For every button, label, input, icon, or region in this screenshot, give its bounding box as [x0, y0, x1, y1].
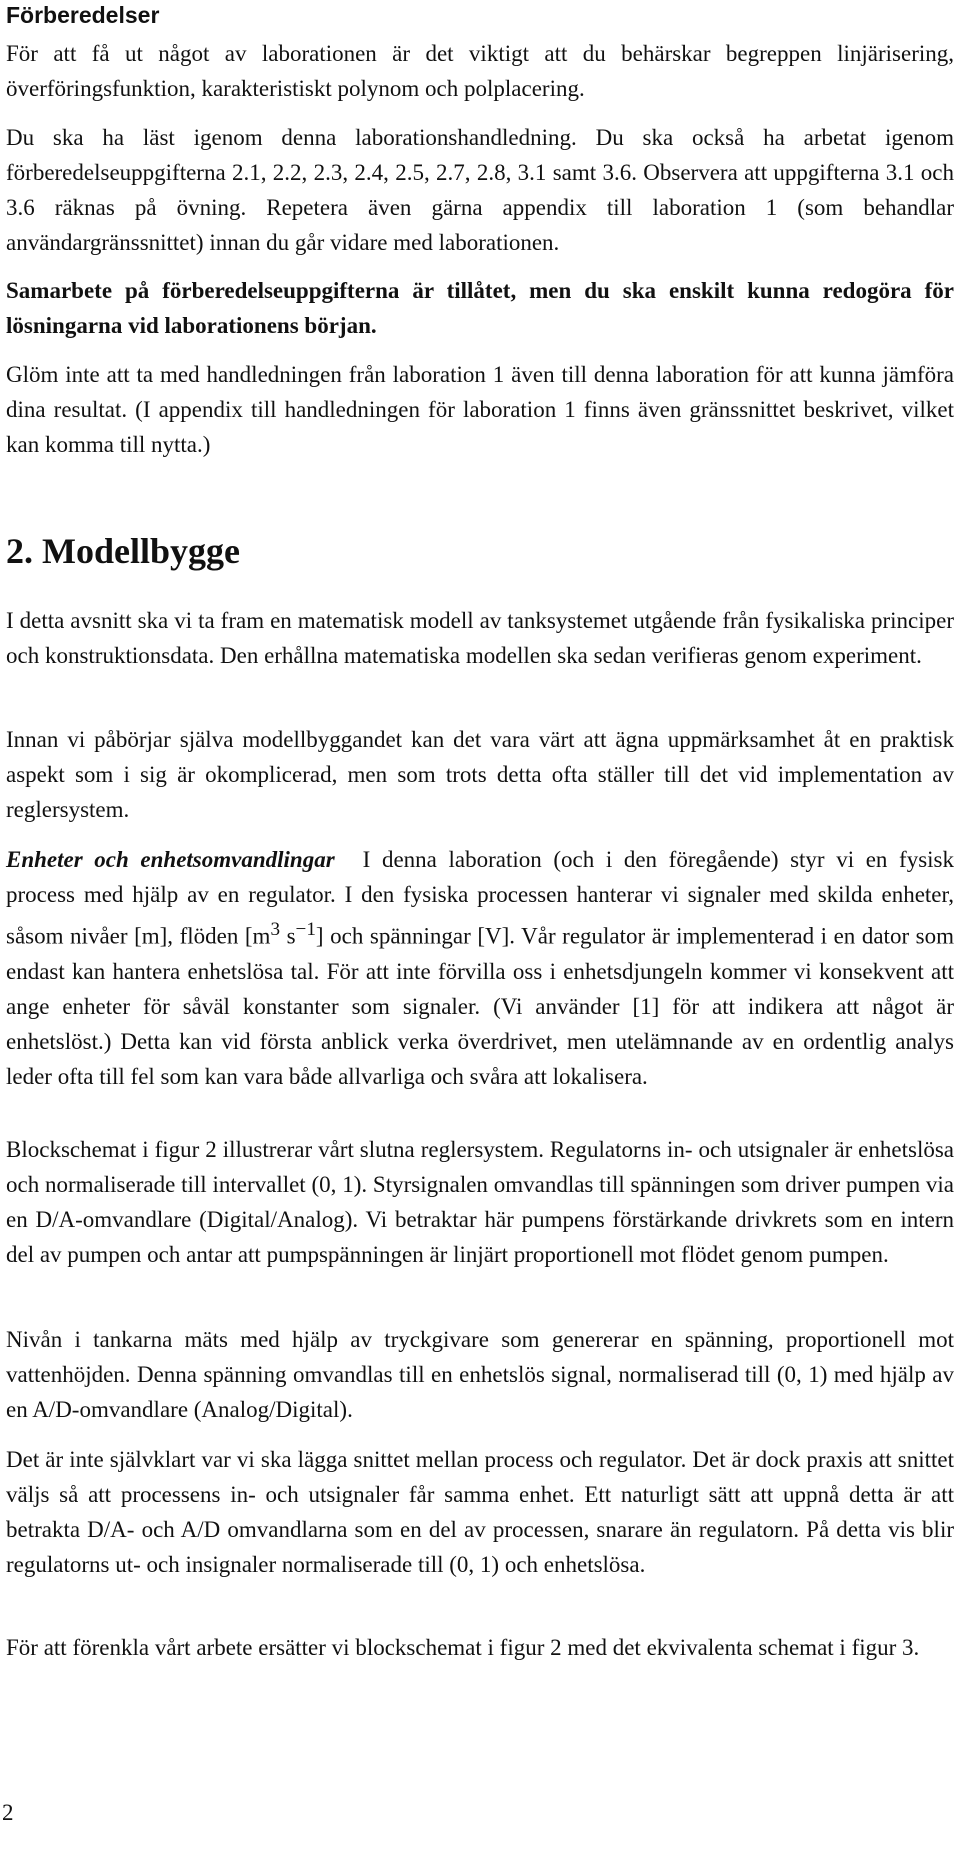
- section-paragraph-levels: Nivån i tankarna mäts med hjälp av tryckgivare som genererar en spänning, proportionell mot vattenhöjden. Denna spänning omvandlas till en enhetslös signal, normaliserad till (0, 1) med hjälp av en A/D-omvandlare (Analog/Digital).: [6, 1327, 954, 1422]
- units-text-c: ] och spänningar [V]. Vår regulator är implementerad i en dator som endast kan hantera enhetslösa tal. För att inte förvilla oss i enhetsdjungeln kommer vi konsekvent att ange enheter för såväl konstanter som signaler. (Vi använder [1] för att indikera att något är enhetslöst.) Detta kan vid första anblick verka överdrivet, men utelämnande av en ordentlig analys leder ofta till fel som kan vara både allvarliga och svåra att lokalisera.: [6, 923, 954, 1089]
- units-run-in-title: Enheter och enhetsomvandlingar: [6, 847, 335, 872]
- prep-paragraph-4: Glöm inte att ta med handledningen från laboration 1 även till denna laboration för att kunna jämföra dina resultat. (I appendix till handledningen för laboration 1 finns även gränssnittet beskrivet, vilket kan komma till nytta.): [6, 362, 954, 457]
- units-superscript-minus-1: −1: [295, 919, 316, 940]
- units-paragraph: [6, 842, 954, 1094]
- prep-paragraph-collaboration: Samarbete på förberedelseuppgifterna är tillåtet, men du ska enskilt kunna redogöra för lösningarna vid laborationens början.: [6, 278, 954, 338]
- prep-paragraph-1: För att få ut något av laborationen är det viktigt att du behärskar begreppen linjärisering, överföringsfunktion, karakteristiskt polynom och polplacering.: [6, 41, 954, 101]
- units-superscript-3: 3: [270, 919, 281, 940]
- section-paragraph-simplify: För att förenkla vårt arbete ersätter vi blockschemat i figur 2 med det ekvivalenta schemat i figur 3.: [6, 1635, 920, 1660]
- section-heading: 2. Modellbygge: [6, 531, 240, 571]
- prep-paragraph-2: Du ska ha läst igenom denna laborationshandledning. Du ska också ha arbetat igenom förberedelseuppgifterna 2.1, 2.2, 2.3, 2.4, 2.5, 2.7, 2.8, 3.1 samt 3.6. Observera att uppgifterna 3.1 och 3.6 räknas på övning. Repetera även gärna appendix till laboration 1 (som behandlar användargränssnittet) innan du går vidare med laborationen.: [6, 125, 954, 255]
- page-number: 2: [2, 1800, 14, 1825]
- section-paragraph-blockdiagram: Blockschemat i figur 2 illustrerar vårt slutna reglersystem. Regulatorns in- och utsignaler är enhetslösa och normaliserade till intervallet (0, 1). Styrsignalen omvandlas till spänningen som driver pumpen via en D/A-omvandlare (Digital/Analog). Vi betraktar här pumpens förstärkande drivkrets som en intern del av pumpen och antar att pumpspänningen är linjärt proportionell mot flödet genom pumpen.: [6, 1137, 954, 1267]
- section-paragraph-1: I detta avsnitt ska vi ta fram en matematisk modell av tanksystemet utgående från fysikaliska principer och konstruktionsdata. Den erhållna matematiska modellen ska sedan verifieras genom experiment.: [6, 608, 954, 668]
- units-text-a: I denna laboration (och i den föregående) styr vi en fysisk process med hjälp av en regulator. I den fysiska processen hanterar vi signaler med skilda enheter, såsom nivåer [m], flöden [m: [6, 847, 954, 949]
- preparations-heading: Förberedelser: [6, 2, 160, 28]
- section-paragraph-2: Innan vi påbörjar själva modellbyggandet kan det vara värt att ägna uppmärksamhet åt en praktisk aspekt som i sig är okomplicerad, men som trots detta ofta ställer till det vid implementation av reglersystem.: [6, 727, 954, 822]
- units-text-b: s: [280, 923, 296, 949]
- section-paragraph-interface: Det är inte självklart var vi ska lägga snittet mellan process och regulator. Det är dock praxis att snittet väljs så att processens in- och utsignaler får samma enhet. Ett naturligt sätt att uppnå detta är att betrakta D/A- och A/D omvandlarna som en del av processen, snarare än regulatorn. På detta vis blir regulatorns ut- och insignaler normaliserade till (0, 1) och enhetslösa.: [6, 1447, 954, 1577]
